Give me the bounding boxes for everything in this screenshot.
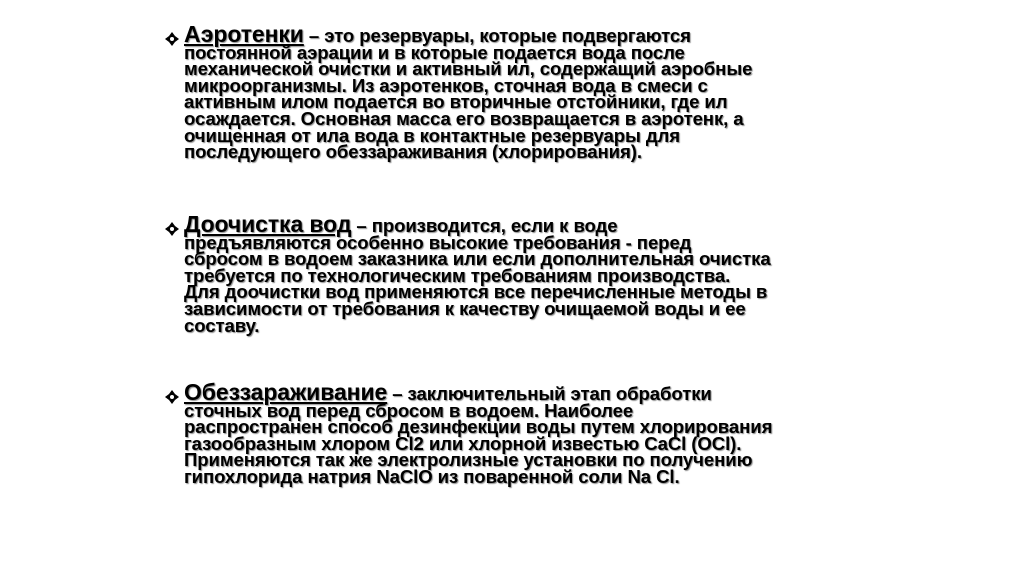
paragraph-line: распространен способ дезинфекции воды путем хлорирования <box>184 416 773 438</box>
diamond-bullet-icon <box>164 221 180 237</box>
paragraph-line: последующего обеззараживания (хлорирования). <box>184 141 642 163</box>
first-line-text: – это резервуары, которые подвергаются <box>303 25 691 46</box>
first-line-text: – производится, если к воде <box>351 215 618 236</box>
paragraph-line: гипохлорида натрия NaClO из поваренной соли Na Cl. <box>184 465 680 487</box>
paragraph-line: микроорганизмы. Из аэротенков, сточная вода в смеси с <box>184 74 708 96</box>
paragraph-line: активным илом подается во вторичные отстойники, где ил <box>184 91 728 113</box>
bullet-text <box>184 211 884 336</box>
paragraph-line: осаждается. Основная масса его возвращается в аэротенк, а <box>184 107 744 129</box>
bullet-text <box>184 379 884 487</box>
paragraph-line: сточных вод перед сбросом в водоем. Наиболее <box>184 399 634 421</box>
paragraph-line: Для доочистки вод применяются все перечисленные методы в <box>184 281 768 303</box>
paragraph-line: требуется по технологическим требованиям производства. <box>184 264 731 286</box>
paragraph-line: предъявляются особенно высокие требования - перед <box>184 231 692 253</box>
diamond-bullet-icon <box>164 31 180 47</box>
bullet-item-disinfection <box>164 379 884 487</box>
bullet-text <box>184 21 884 163</box>
paragraph-line: составу. <box>184 314 260 336</box>
first-line-text: – заключительный этап обработки <box>387 383 712 404</box>
paragraph-line: зависимости от требования к качеству очищаемой воды и ее <box>184 297 746 319</box>
paragraph-line: постоянной аэрации и в которые подается вода после <box>184 41 685 63</box>
term-heading: Доочистка вод <box>184 211 352 237</box>
bullet-item-post-treatment <box>164 211 884 336</box>
term-heading: Обеззараживание <box>184 379 388 405</box>
diamond-bullet-icon <box>164 389 180 405</box>
paragraph-line: механической очистки и активный ил, содержащий аэробные <box>184 58 753 80</box>
paragraph-line: газообразным хлором Cl2 или хлорной известью CaCl (OCl). <box>184 432 742 454</box>
paragraph-line: Применяются так же электролизные установки по получению <box>184 449 753 471</box>
bullet-item-aerotanks <box>164 21 884 163</box>
term-heading: Аэротенки <box>184 21 304 47</box>
paragraph-line: сбросом в водоем заказника или если дополнительная очистка <box>184 248 771 270</box>
paragraph-line: очищенная от ила вода в контактные резервуары для <box>184 124 680 146</box>
